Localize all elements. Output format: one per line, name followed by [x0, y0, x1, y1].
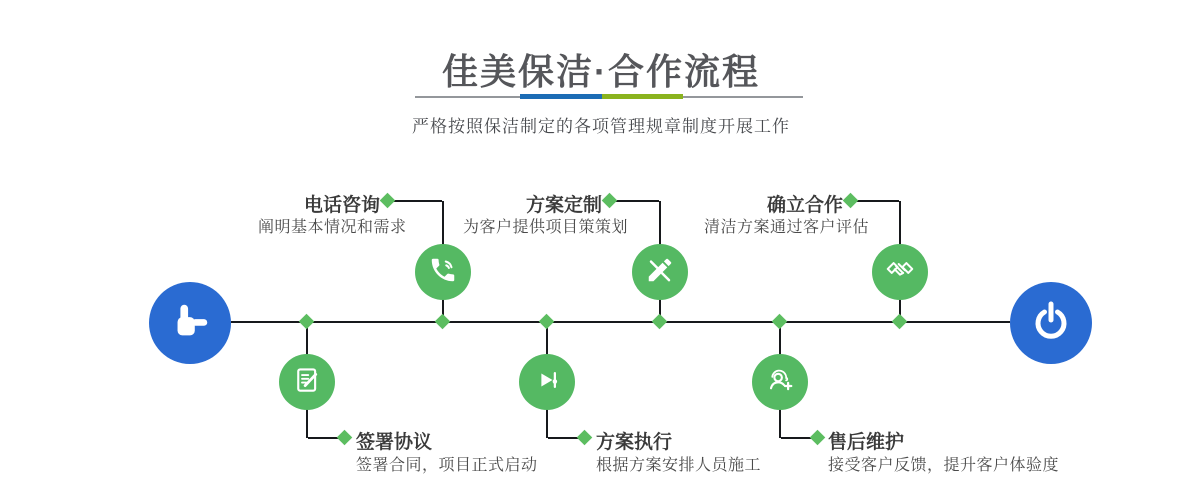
- node-diamond: [772, 314, 788, 330]
- handshake-icon: [884, 254, 916, 291]
- play-execute-icon: [532, 365, 562, 400]
- flow-start-node: [149, 282, 231, 364]
- label-diamond: [380, 193, 396, 209]
- phone-icon: [428, 255, 458, 290]
- step-title-plan-execute: 方案执行: [596, 432, 673, 453]
- pointing-hand-icon: [167, 298, 213, 349]
- step-title-plan-custom: 方案定制: [525, 195, 602, 216]
- design-tools-icon: [645, 255, 675, 290]
- flow-end-node: [1010, 282, 1092, 364]
- step-desc-plan-custom: 为客户提供项目策策划: [463, 219, 629, 236]
- connector-line: [393, 200, 442, 202]
- power-icon: [1027, 297, 1075, 350]
- step-desc-establish-coop: 清洁方案通过客户评估: [704, 219, 870, 236]
- node-diamond: [539, 314, 555, 330]
- step-node-plan-execute: [519, 354, 575, 410]
- step-desc-phone-consult: 阐明基本情况和需求: [258, 219, 407, 236]
- node-diamond: [299, 314, 315, 330]
- page-title: 佳美保洁·合作流程: [442, 51, 760, 92]
- headset-support-icon: [765, 365, 795, 400]
- label-diamond: [843, 193, 859, 209]
- step-title-establish-coop: 确立合作: [766, 195, 843, 216]
- step-node-after-sales: [752, 354, 808, 410]
- node-diamond: [652, 314, 668, 330]
- step-desc-after-sales: 接受客户反馈，提升客户体验度: [828, 457, 1060, 474]
- label-diamond: [810, 430, 826, 446]
- step-desc-plan-execute: 根据方案安排人员施工: [596, 457, 762, 474]
- step-node-plan-custom: [632, 244, 688, 300]
- connector-line: [856, 200, 899, 202]
- step-node-phone-consult: [415, 244, 471, 300]
- label-diamond: [577, 430, 593, 446]
- divider-blue-segment: [520, 94, 602, 99]
- node-diamond: [892, 314, 908, 330]
- divider-green-segment: [602, 94, 683, 99]
- page-subtitle: 严格按照保洁制定的各项管理规章制度开展工作: [412, 117, 790, 136]
- label-diamond: [337, 430, 353, 446]
- step-node-sign-agreement: [279, 354, 335, 410]
- step-title-phone-consult: 电话咨询: [303, 195, 380, 216]
- step-desc-sign-agreement: 签署合同，项目正式启动: [356, 457, 538, 474]
- connector-line: [615, 200, 659, 202]
- step-title-sign-agreement: 签署协议: [356, 432, 433, 453]
- step-node-establish-coop: [872, 244, 928, 300]
- step-title-after-sales: 售后维护: [828, 432, 905, 453]
- node-diamond: [435, 314, 451, 330]
- contract-icon: [292, 365, 322, 400]
- label-diamond: [602, 193, 618, 209]
